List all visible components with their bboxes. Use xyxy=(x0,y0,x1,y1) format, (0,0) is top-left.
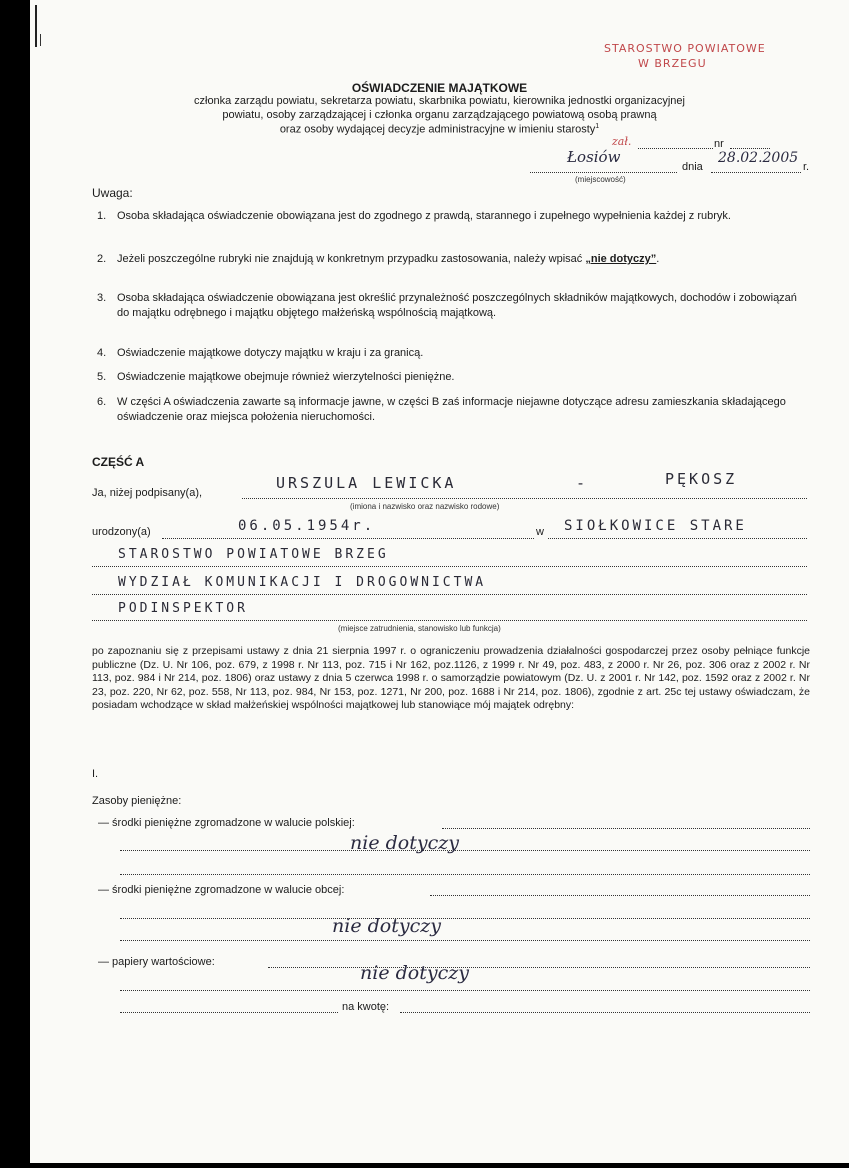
note-item: 2. Jeżeli poszczególne rubryki nie znajdują w konkretnym przypadku zastosowania, należy wpisać „nie dotyczy”. xyxy=(97,253,660,265)
stamp-line-1: STAROSTWO POWIATOWE xyxy=(604,42,766,55)
pln-value: nie dotyczy xyxy=(350,832,459,854)
birth-place-value: SIOŁKOWICE STARE xyxy=(564,518,747,534)
pln-label: — środki pieniężne zgromadzone w walucie polskiej: xyxy=(98,817,355,829)
birth-date-value: 06.05.1954r. xyxy=(238,518,376,534)
document-page xyxy=(30,0,849,1163)
footnote-mark: 1 xyxy=(595,123,600,130)
note-emphasis: „nie dotyczy” xyxy=(585,253,657,265)
employment-line xyxy=(92,620,807,621)
name-caption: (imiona i nazwisko oraz nazwisko rodowe) xyxy=(350,502,500,511)
registry-nr: nr xyxy=(714,138,724,150)
document-title: OŚWIADCZENIE MAJĄTKOWE xyxy=(351,81,528,95)
employment-caption: (miejsce zatrudnienia, stanowisko lub funkcja) xyxy=(338,624,501,633)
date-suffix: r. xyxy=(803,161,810,173)
name-dash: - xyxy=(576,474,589,492)
securities-value: nie dotyczy xyxy=(360,962,469,984)
amount-line xyxy=(120,1012,338,1013)
cash-heading: Zasoby pieniężne: xyxy=(92,795,182,807)
fx-value: nie dotyczy xyxy=(332,915,441,937)
subtitle-3-text: oraz osoby wydającej decyzje administracyjne w imieniu starosty xyxy=(279,123,596,136)
statute-paragraph: po zapoznaniu się z przepisami ustawy z dnia 21 sierpnia 1997 r. o ograniczeniu prowadzenia działalności gospodarczej przez osoby pełniące funkcje publiczne (Dz. U. Nr 106, poz. 679, z 1998 r. Nr 113, poz. 715 i Nr 162, poz.1126, z 1999 r. Nr 49, poz. 483, z 2000 r. Nr 26, poz. 306 oraz z 2002 r. Nr 113, poz. 984 i Nr 214, poz. 1806) oraz ustawy z dnia 5 czerwca 1998 r. o samorządzie powiatowym (Dz. U. z 2001 r. Nr 142, poz. 1592 oraz z 2002 r. Nr 23, poz. 220, Nr 62, poz. 558, Nr 113, poz. 984, Nr 153, poz. 1271, Nr 200, poz. 1688 i Nr 214, poz. 1806), zgodnie z art. 25c tej ustawy oświadczam, że posiadam wchodzące w skład małżeńskiej wspólności majątkowej lub stanowiące mój majątek odrębny: xyxy=(92,645,810,712)
date-line xyxy=(711,172,801,173)
birth-place-line xyxy=(548,538,807,539)
registry-line-2 xyxy=(730,148,770,149)
fx-line xyxy=(430,895,810,896)
place-value: Łosiów xyxy=(567,148,621,166)
employment-value-1: STAROSTWO POWIATOWE BRZEG xyxy=(118,547,389,562)
part-a-heading: CZĘŚĆ A xyxy=(92,455,145,469)
amount-label: na kwotę: xyxy=(342,1001,390,1013)
place-caption: (miejscowość) xyxy=(575,175,626,184)
binding-mark xyxy=(35,5,37,47)
document-subtitle-2: powiatu, osoby zarządzającej i członka organu zarządzającego powiatową osobą prawną xyxy=(222,109,657,121)
name-line xyxy=(242,498,807,499)
note-item: 1. Osoba składająca oświadczenie obowiązana jest do zgodnego z prawdą, starannego i zupełnego wypełnienia każdej z rubryk. xyxy=(97,210,731,222)
employment-value-3: PODINSPEKTOR xyxy=(118,601,248,616)
note-item: 6. W części A oświadczenia zawarte są informacje jawne, w części B zaś informacje niejawne dotyczące adresu zamieszkania składającego oświadczenie oraz miejsca położenia nieruchomości. xyxy=(97,396,786,423)
pln-line xyxy=(442,828,810,829)
signed-label: Ja, niżej podpisany(a), xyxy=(92,487,203,499)
amount-line xyxy=(400,1012,810,1013)
employment-line xyxy=(92,594,807,595)
section-numeral: I. xyxy=(92,768,99,780)
name-value: URSZULA LEWICKA xyxy=(276,474,457,492)
fx-label: — środki pieniężne zgromadzone w walucie obcej: xyxy=(98,884,345,896)
binding-mark xyxy=(40,34,41,46)
document-subtitle-1: członka zarządu powiatu, sekretarza powiatu, skarbnika powiatu, kierownika jednostki organizacyjnej xyxy=(194,95,685,107)
registry-prefix: zał. xyxy=(612,135,632,148)
employment-line xyxy=(92,566,807,567)
fx-line xyxy=(120,918,810,919)
born-label: urodzony(a) xyxy=(92,526,151,538)
pln-line xyxy=(120,850,810,851)
employment-value-2: WYDZIAŁ KOMUNIKACJI I DROGOWNICTWA xyxy=(118,575,487,590)
note-item: 5. Oświadczenie majątkowe obejmuje również wierzytelności pieniężne. xyxy=(97,371,455,383)
securities-label: — papiery wartościowe: xyxy=(98,956,215,968)
note-item: 3. Osoba składająca oświadczenie obowiązana jest określić przynależność poszczególnych składników majątkowych, dochodów i zobowiązań do majątku odrębnego i majątku objętego małżeńską wspólnością majątkową. xyxy=(97,292,797,319)
securities-line xyxy=(120,990,810,991)
fx-line xyxy=(120,940,810,941)
pln-line xyxy=(120,874,810,875)
registry-line xyxy=(638,148,713,149)
date-label: dnia xyxy=(682,161,703,173)
document-subtitle-3 xyxy=(30,123,849,136)
office-stamp xyxy=(604,42,766,70)
place-line xyxy=(530,172,677,173)
securities-line xyxy=(268,967,810,968)
in-label: w xyxy=(536,526,544,538)
stamp-line-2: W BRZEGU xyxy=(638,57,707,70)
note-item: 4. Oświadczenie majątkowe dotyczy majątku w kraju i za granicą. xyxy=(97,347,424,359)
notes-label: Uwaga: xyxy=(92,186,133,200)
birth-date-line xyxy=(162,538,534,539)
surname-value: PĘKOSZ xyxy=(665,470,738,488)
date-value: 28.02.2005 xyxy=(718,150,799,166)
